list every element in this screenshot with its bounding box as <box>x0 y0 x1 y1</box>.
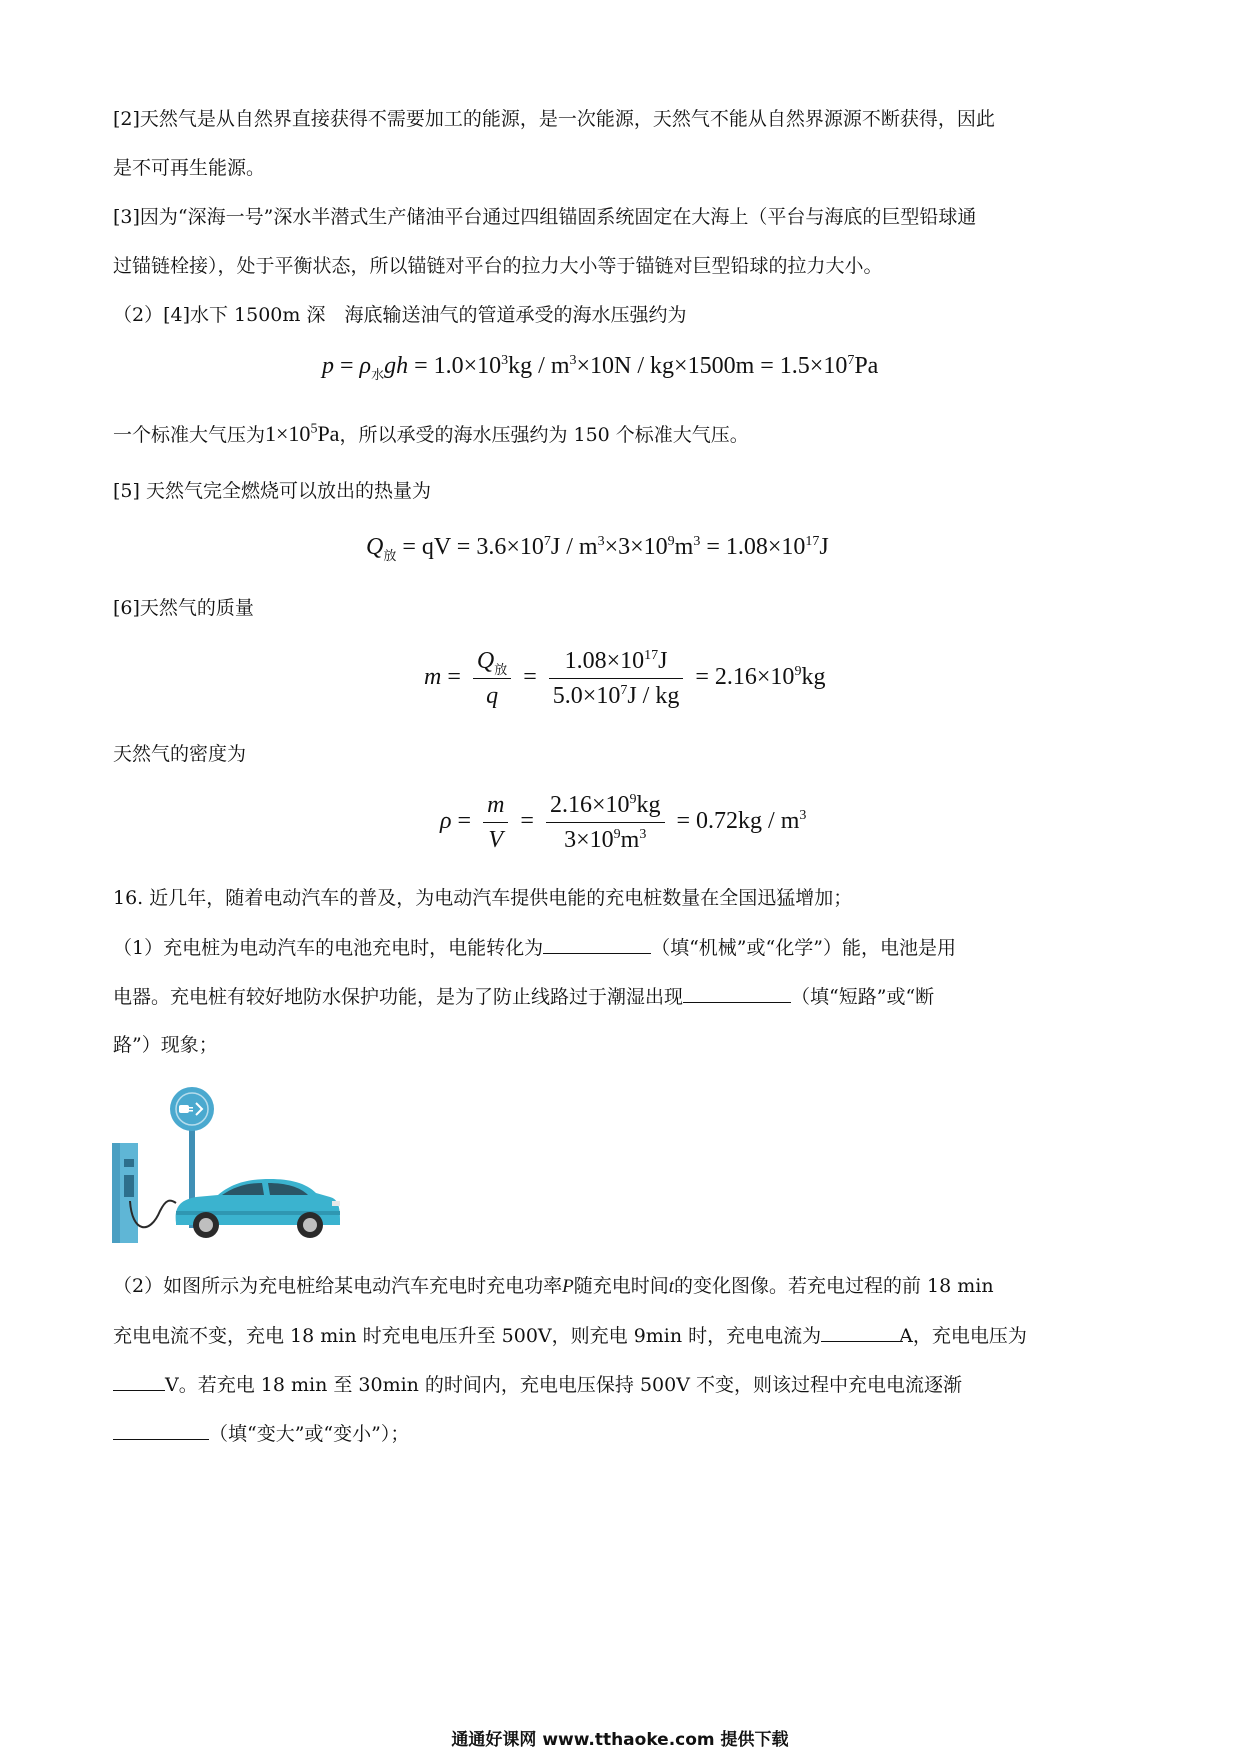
var-time: t <box>668 1276 674 1297</box>
eq1-p: p <box>322 353 334 379</box>
q16-1-text-b: （填“机械”或“化学”）能，电池是用 <box>651 937 956 959</box>
eq2-body1: = qV = 3.6×10 <box>396 534 544 560</box>
text-line-2: 是不可再生能源。 <box>113 157 266 179</box>
eq3-m: m <box>424 664 442 691</box>
electric-car <box>176 1179 340 1238</box>
pressure-equation <box>322 351 878 381</box>
eq2-exp1: 7 <box>543 534 551 549</box>
eq4-rhs-a: = 0.72kg / m <box>676 808 800 835</box>
eq2-exp5: 17 <box>805 534 820 549</box>
eq4-frac2 <box>546 790 665 855</box>
eq3-num2b: J <box>658 648 668 674</box>
eq1-body4: Pa <box>854 353 879 379</box>
eq3-num-Q: Q <box>476 648 495 674</box>
charger-screen <box>124 1175 134 1197</box>
eq3-num2a: 1.08×10 <box>564 648 645 674</box>
eq1-exp3: 7 <box>847 353 855 368</box>
mass-equation <box>424 646 825 711</box>
text-line-1: [2]天然气是从自然界直接获得不需要加工的能源，是一次能源，天然气不能从自然界源源不断获得，因此 <box>113 108 995 130</box>
answer-blank-energy-form[interactable] <box>543 935 651 954</box>
answer-blank-fault-type[interactable] <box>683 984 791 1003</box>
atm-text-b: ，所以承受的海水压强约为 150 个标准大气压。 <box>339 424 749 446</box>
answer-blank-voltage[interactable] <box>113 1372 165 1391</box>
page-footer: 通通好课网 www.tthaoke.com 提供下载 <box>451 1730 789 1750</box>
eq1-equals: = <box>340 353 354 379</box>
atm-exp: 5 <box>310 421 318 437</box>
atm-unit: Pa <box>317 421 340 446</box>
q16-2-text-g: （填“变大”或“变小”）； <box>209 1423 410 1445</box>
atm-value <box>265 421 339 446</box>
q16-2-text-d: 充电电流不变，充电 18 min 时充电电压升至 500V，则充电 9min 时，充电电流为 <box>113 1325 822 1347</box>
question-16-part1-line1 <box>113 935 956 960</box>
eq1-exp1: 3 <box>501 353 509 368</box>
eq3-den2exp: 7 <box>620 683 628 698</box>
eq3-equals-2: = <box>523 664 537 691</box>
question-16-part1-line2 <box>113 984 934 1009</box>
eq1-rho-sub: 水 <box>371 366 385 382</box>
q16-2-text-e: A，充电电压为 <box>899 1325 1027 1347</box>
text-line-3: [3]因为“深海一号”深水半潜式生产储油平台通过四组锚固系统固定在大海上（平台与海底的巨型铅球通 <box>113 206 977 228</box>
eq2-exp2: 3 <box>597 534 605 549</box>
text-line-5: （2）[4]水下 1500m 深 海底输送油气的管道承受的海水压强约为 <box>113 304 687 326</box>
eq4-num2a: 2.16×10 <box>549 792 630 818</box>
question-16-title: 16. 近几年，随着电动汽车的普及，为电动汽车提供电能的充电桩数量在全国迅猛增加； <box>113 887 853 909</box>
question-16-part2-line4 <box>113 1421 409 1446</box>
eq2-body6: J <box>819 534 829 560</box>
eq1-body2: kg / m <box>508 353 570 379</box>
eq3-num-Q-sub: 放 <box>494 661 508 677</box>
text-line-9: 天然气的密度为 <box>113 743 247 765</box>
q16-2-text-c: 的变化图像。若充电过程的前 18 min <box>674 1275 994 1297</box>
eq2-exp4: 3 <box>693 534 701 549</box>
eq1-gh: gh <box>384 353 409 379</box>
text-line-8: [6]天然气的质量 <box>113 597 254 619</box>
eq3-den2b: J / kg <box>627 683 680 709</box>
q16-1-text-a: （1）充电桩为电动汽车的电池充电时，电能转化为 <box>113 937 544 959</box>
eq2-body3: ×3×10 <box>604 534 668 560</box>
eq2-body2: J / m <box>550 534 598 560</box>
q16-1-text-c: 电器。充电桩有较好地防水保护功能，是为了防止线路过于潮湿出现 <box>113 986 684 1008</box>
eq1-exp2: 3 <box>569 353 577 368</box>
eq3-frac1 <box>473 646 511 711</box>
eq4-num-m: m <box>487 792 505 818</box>
density-equation <box>440 790 806 855</box>
eq4-num2b: kg <box>636 792 661 818</box>
eq4-equals: = <box>457 808 472 835</box>
eq4-den-V: V <box>488 827 504 853</box>
eq3-equals: = <box>447 664 461 691</box>
eq2-Q: Q <box>366 534 384 560</box>
eq4-den2a: 3×10 <box>564 827 614 853</box>
atm-text-a: 一个标准大气压为 <box>113 424 266 446</box>
ev-charging-svg <box>110 1083 350 1251</box>
eq2-exp3: 9 <box>667 534 675 549</box>
eq4-den2exp2: 3 <box>639 827 647 842</box>
eq2-Q-sub: 放 <box>383 547 397 563</box>
text-line-4: 过锚链栓接），处于平衡状态，所以锚链对平台的拉力大小等于锚链对巨型铅球的拉力大小。 <box>113 255 883 277</box>
atm-base: 1×10 <box>265 421 311 446</box>
eq4-den2b: m <box>620 827 640 853</box>
eq3-frac2 <box>549 646 684 711</box>
eq3-rhs-a: = 2.16×10 <box>695 664 795 691</box>
eq4-num2exp: 9 <box>629 792 637 807</box>
eq2-body4: m <box>674 534 694 560</box>
answer-blank-current[interactable] <box>821 1323 899 1342</box>
eq2-body5: = 1.08×10 <box>700 534 806 560</box>
eq3-num2exp: 17 <box>644 648 659 663</box>
answer-blank-current-trend[interactable] <box>113 1421 209 1440</box>
eq3-rhs-exp: 9 <box>794 664 802 680</box>
text-line-6 <box>113 422 749 447</box>
eq1-body3: ×10N / kg×1500m = 1.5×10 <box>576 353 848 379</box>
charger-kiosk-side <box>112 1143 120 1243</box>
eq3-rhs-b: kg <box>801 664 826 691</box>
eq3-den2a: 5.0×10 <box>552 683 621 709</box>
var-power: P <box>562 1276 574 1297</box>
q16-2-text-b: 随充电时间 <box>573 1275 669 1297</box>
charger-bolt-icon <box>124 1159 134 1167</box>
question-16-part1-line3: 路”）现象； <box>113 1034 218 1056</box>
question-16-part2-line1 <box>113 1274 994 1299</box>
eq1-body1: = 1.0×10 <box>408 353 502 379</box>
text-line-7: [5] 天然气完全燃烧可以放出的热量为 <box>113 480 431 502</box>
q16-2-text-f: V。若充电 18 min 至 30min 的时间内，充电电压保持 500V 不变，则该过程中充电电流逐渐 <box>165 1374 962 1396</box>
eq4-rhs-exp: 3 <box>799 808 807 824</box>
ev-charging-illustration <box>110 1083 350 1251</box>
heat-equation <box>366 532 829 562</box>
eq4-frac1 <box>483 790 508 855</box>
eq1-rho: ρ <box>359 353 372 379</box>
eq4-rho: ρ <box>440 808 452 835</box>
eq3-den-q: q <box>486 683 499 709</box>
question-16-part2-line3 <box>113 1372 962 1397</box>
q16-1-text-d: （填“短路”或“断 <box>791 986 935 1008</box>
eq4-equals-2: = <box>520 808 534 835</box>
eq4-den2exp: 9 <box>613 827 621 842</box>
question-16-part2-line2 <box>113 1323 1027 1348</box>
q16-2-text-a: （2）如图所示为充电桩给某电动汽车充电时充电功率 <box>113 1275 563 1297</box>
